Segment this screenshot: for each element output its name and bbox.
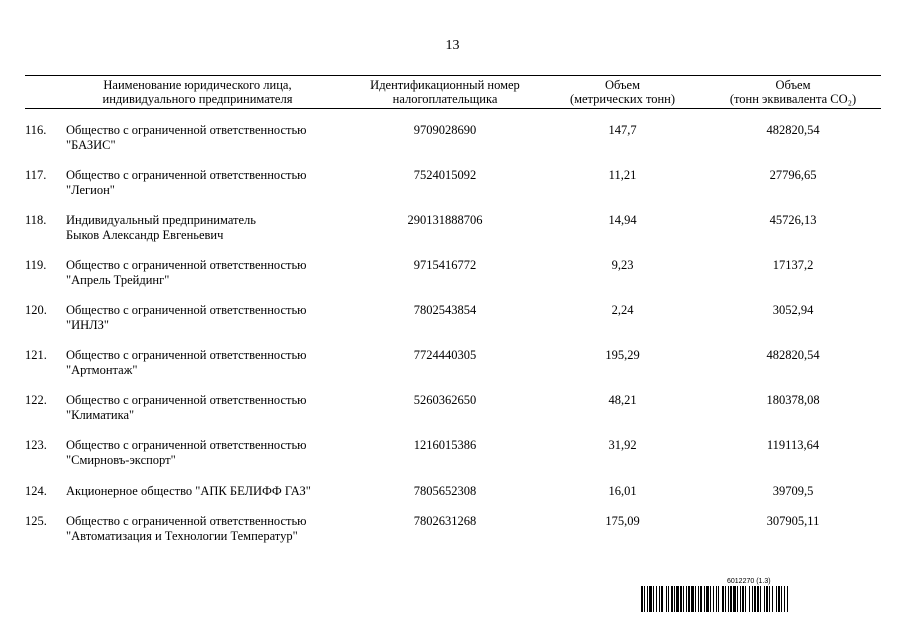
row-entity-name bbox=[66, 438, 366, 468]
table-top-rule bbox=[25, 75, 881, 76]
barcode-bar bbox=[733, 586, 736, 612]
row-volume: 2,24 bbox=[611, 303, 634, 317]
barcode-bar bbox=[740, 586, 741, 612]
row-entity-name bbox=[66, 484, 366, 499]
barcode-bar bbox=[760, 586, 761, 612]
barcode-bar bbox=[644, 586, 645, 612]
row-inn: 7802543854 bbox=[413, 303, 477, 317]
header-co2-column bbox=[705, 78, 881, 106]
header-volume-line2: (метрических тонн) bbox=[569, 92, 676, 106]
barcode-bar bbox=[649, 586, 652, 612]
entity-name-line2: "Артмонтаж" bbox=[66, 363, 138, 377]
row-volume: 11,21 bbox=[608, 168, 637, 182]
barcode-bar bbox=[757, 586, 759, 612]
row-inn: 7724440305 bbox=[413, 348, 477, 362]
header-inn-column bbox=[350, 78, 540, 106]
row-entity-name bbox=[66, 123, 366, 153]
row-volume: 16,01 bbox=[608, 484, 637, 498]
barcode-bar bbox=[728, 586, 729, 612]
entity-name-line1: Общество с ограниченной ответственностью bbox=[66, 168, 307, 182]
row-entity-name bbox=[66, 258, 366, 288]
barcode-bar bbox=[680, 586, 682, 612]
entity-name-line1: Общество с ограниченной ответственностью bbox=[66, 258, 307, 272]
barcode-bar bbox=[718, 586, 719, 612]
barcode-bar bbox=[698, 586, 699, 612]
row-co2: 27796,65 bbox=[769, 168, 817, 182]
row-co2: 45726,13 bbox=[769, 213, 817, 227]
row-co2: 3052,94 bbox=[772, 303, 814, 317]
entity-name-line1: Общество с ограниченной ответственностью bbox=[66, 123, 307, 137]
row-entity-name bbox=[66, 514, 366, 544]
barcode-bar bbox=[754, 586, 756, 612]
barcode-bar bbox=[653, 586, 654, 612]
barcode-bar bbox=[641, 586, 643, 612]
row-co2: 482820,54 bbox=[766, 123, 820, 137]
row-inn: 7802631268 bbox=[413, 514, 477, 528]
row-number: 119. bbox=[25, 258, 47, 272]
header-co2-line1: Объем bbox=[775, 78, 811, 92]
entity-name-line2: "Апрель Трейдинг" bbox=[66, 273, 170, 287]
barcode-bar bbox=[659, 586, 660, 612]
row-number: 121. bbox=[25, 348, 47, 362]
barcode-bar bbox=[656, 586, 657, 612]
barcode-bar bbox=[742, 586, 744, 612]
row-co2: 39709,5 bbox=[772, 484, 814, 498]
row-entity-name bbox=[66, 168, 366, 198]
barcode-bar bbox=[737, 586, 738, 612]
barcode-bar bbox=[647, 586, 648, 612]
entity-name-line2: Быков Александр Евгеньевич bbox=[66, 228, 224, 242]
row-inn: 290131888706 bbox=[407, 213, 483, 227]
barcode-bar bbox=[661, 586, 663, 612]
barcode-bar bbox=[666, 586, 667, 612]
row-number: 116. bbox=[25, 123, 47, 137]
row-volume: 14,94 bbox=[608, 213, 637, 227]
entity-name-line1: Акционерное общество "АПК БЕЛИФФ ГАЗ" bbox=[66, 484, 311, 498]
barcode-bar bbox=[787, 586, 788, 612]
row-co2: 119113,64 bbox=[766, 438, 820, 452]
row-entity-name bbox=[66, 213, 366, 243]
entity-name-line1: Общество с ограниченной ответственностью bbox=[66, 303, 307, 317]
barcode-bar bbox=[776, 586, 777, 612]
header-volume-column bbox=[540, 78, 705, 106]
entity-name-line2: "ИНЛЗ" bbox=[66, 318, 109, 332]
row-number: 117. bbox=[25, 168, 47, 182]
barcode-bar bbox=[769, 586, 770, 612]
entity-name-line2: "Легион" bbox=[66, 183, 115, 197]
barcode-label: 6012270 (1.3) bbox=[727, 578, 771, 585]
barcode-bar bbox=[725, 586, 726, 612]
row-inn: 7524015092 bbox=[413, 168, 477, 182]
barcode-bar bbox=[710, 586, 711, 612]
header-name-column bbox=[25, 78, 370, 106]
row-volume: 31,92 bbox=[608, 438, 637, 452]
row-volume: 147,7 bbox=[608, 123, 637, 137]
row-inn: 1216015386 bbox=[413, 438, 477, 452]
barcode-bar bbox=[778, 586, 780, 612]
barcode-bar bbox=[676, 586, 679, 612]
barcode-bar bbox=[688, 586, 690, 612]
row-inn: 9709028690 bbox=[413, 123, 477, 137]
header-co2-line2: (тонн эквивалента CO₂) bbox=[729, 92, 857, 106]
row-entity-name bbox=[66, 303, 366, 333]
row-number: 118. bbox=[25, 213, 47, 227]
row-number: 125. bbox=[25, 514, 47, 528]
row-number: 124. bbox=[25, 484, 47, 498]
row-entity-name bbox=[66, 348, 366, 378]
entity-name-line2: "Смирновъ-экспорт" bbox=[66, 453, 176, 467]
barcode-bar bbox=[713, 586, 714, 612]
barcode-bar bbox=[784, 586, 785, 612]
barcode-image bbox=[641, 586, 861, 612]
row-volume: 195,29 bbox=[605, 348, 640, 362]
barcode-bar bbox=[752, 586, 753, 612]
barcode-bar bbox=[674, 586, 675, 612]
barcode-bar bbox=[700, 586, 702, 612]
table-header-rule bbox=[25, 108, 881, 109]
entity-name-line2: "Автоматизация и Технологии Температур" bbox=[66, 529, 298, 543]
barcode-bar bbox=[691, 586, 694, 612]
barcode-bar bbox=[668, 586, 669, 612]
barcode-bar bbox=[695, 586, 696, 612]
barcode-bar bbox=[704, 586, 705, 612]
barcode-bar bbox=[781, 586, 782, 612]
row-volume: 175,09 bbox=[605, 514, 640, 528]
row-inn: 5260362650 bbox=[413, 393, 477, 407]
row-co2: 180378,08 bbox=[766, 393, 820, 407]
barcode-bar bbox=[686, 586, 687, 612]
row-co2: 17137,2 bbox=[772, 258, 814, 272]
header-name-line1: Наименование юридического лица, bbox=[103, 78, 292, 92]
entity-name-line1: Общество с ограниченной ответственностью bbox=[66, 438, 307, 452]
row-number: 123. bbox=[25, 438, 47, 452]
row-inn: 7805652308 bbox=[413, 484, 477, 498]
barcode-bar bbox=[766, 586, 768, 612]
row-number: 122. bbox=[25, 393, 47, 407]
entity-name-line2: "БАЗИС" bbox=[66, 138, 116, 152]
barcode-bar bbox=[706, 586, 709, 612]
barcode-bar bbox=[716, 586, 717, 612]
row-co2: 482820,54 bbox=[766, 348, 820, 362]
entity-name-line1: Индивидуальный предприниматель bbox=[66, 213, 256, 227]
barcode-bar bbox=[764, 586, 765, 612]
row-entity-name bbox=[66, 393, 366, 423]
barcode-bar bbox=[772, 586, 773, 612]
row-volume: 48,21 bbox=[608, 393, 637, 407]
entity-name-line1: Общество с ограниченной ответственностью bbox=[66, 514, 307, 528]
barcode-bar bbox=[671, 586, 673, 612]
header-inn-line2: налогоплательщика bbox=[392, 92, 498, 106]
barcode-bar bbox=[745, 586, 746, 612]
barcode-bar bbox=[730, 586, 732, 612]
entity-name-line2: "Климатика" bbox=[66, 408, 135, 422]
header-name-line2: индивидуального предпринимателя bbox=[102, 92, 293, 106]
row-number: 120. bbox=[25, 303, 47, 317]
page-number: 13 bbox=[445, 38, 460, 53]
barcode-bar bbox=[749, 586, 750, 612]
header-inn-line1: Идентификационный номер bbox=[370, 78, 520, 92]
header-volume-line1: Объем bbox=[605, 78, 640, 92]
row-volume: 9,23 bbox=[611, 258, 634, 272]
row-inn: 9715416772 bbox=[413, 258, 477, 272]
entity-name-line1: Общество с ограниченной ответственностью bbox=[66, 348, 307, 362]
barcode-bar bbox=[722, 586, 724, 612]
barcode-bar bbox=[683, 586, 684, 612]
entity-name-line1: Общество с ограниченной ответственностью bbox=[66, 393, 307, 407]
row-co2: 307905,11 bbox=[766, 514, 820, 528]
